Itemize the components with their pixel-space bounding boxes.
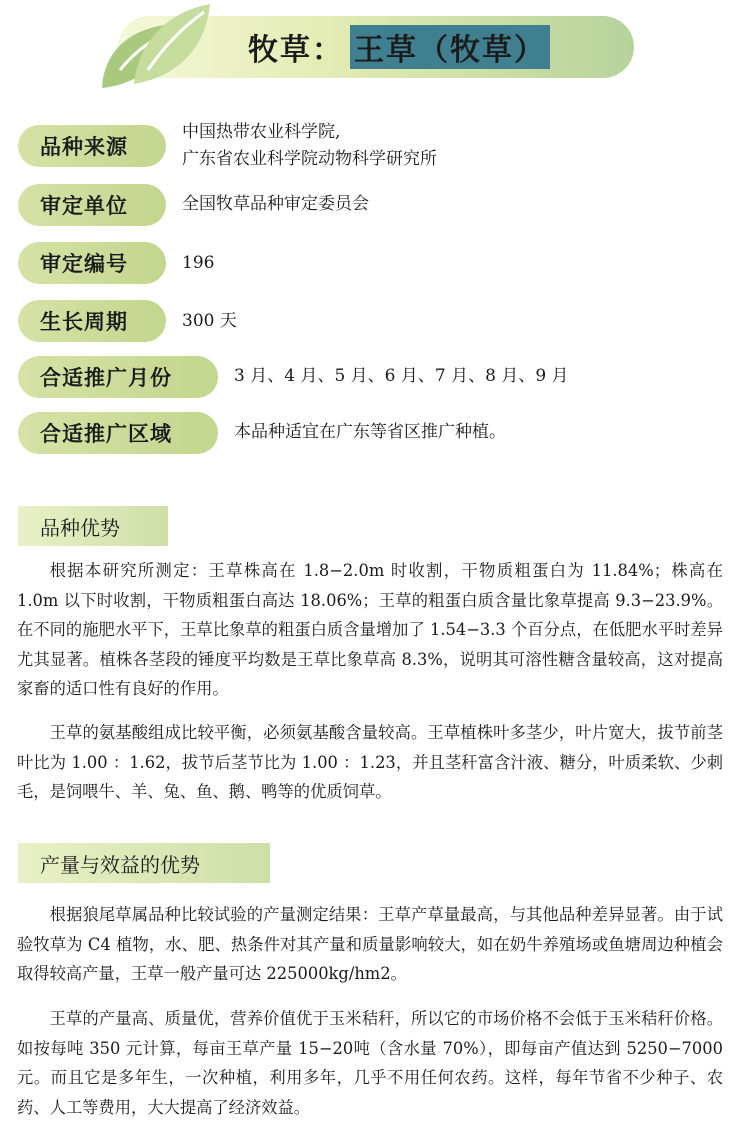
- page-title: [248, 24, 550, 70]
- info-value-line: 300 天: [182, 311, 237, 331]
- section-heading: 产量与效益的优势: [18, 843, 270, 883]
- paragraph: 王草的氨基酸组成比较平衡，必须氨基酸含量较高。王草植株叶多茎少，叶片宽大，拔节前茎叶比为 1.00 ：1.62，拔节后茎节比为 1.00 ：1.23，并且茎秆富含汁液、糖分，叶质柔软、少刺毛，是饲喂牛、羊、兔、鱼、鹅、鸭等的优质饲草。: [17, 723, 723, 801]
- info-value: [218, 363, 569, 390]
- info-value-line: 196: [182, 253, 215, 273]
- paragraph: 根据本研究所测定：王草株高在 1.8−2.0m 时收割，干物质粗蛋白为 11.84%；株高在 1.0m 以下时收割，干物质粗蛋白高达 18.06%；王草的粗蛋白质含量比象草提高 9.3−23.9%。在不同的施肥水平下，王草比象草的粗蛋白质含量增加了 1.54−3.3 个百分点，在低肥水平时差异尤其显著。植株各茎段的锤度平均数是王草比象草高 8.3%，说明其可溶性糖含量较高，这对提高家畜的适口性有良好的作用。: [17, 561, 723, 698]
- info-value-line: 全国牧草品种审定委员会: [182, 194, 369, 214]
- section-heading: 品种优势: [18, 506, 168, 546]
- info-label-pill: 生长周期: [18, 300, 166, 342]
- info-value-line: 3 月、4 月、5 月、6 月、7 月、8 月、9 月: [234, 366, 569, 386]
- info-row-months: [18, 356, 569, 398]
- info-row-region: [18, 412, 506, 454]
- info-label-pill: 审定编号: [18, 242, 166, 284]
- info-label-pill: 品种来源: [18, 125, 166, 167]
- info-value: [218, 419, 506, 446]
- title-prefix: 牧草：: [248, 33, 344, 68]
- paragraph: 根据狼尾草属品种比较试验的产量测定结果：王草产草量最高，与其他品种差异显著。由于试验牧草为 C4 植物，水、肥、热条件对其产量和质量影响较大，如在奶牛养殖场或鱼塘周边种植会取得较高产量，王草一般产量可达 225000kg/hm2。: [17, 905, 723, 983]
- paragraph: 王草的产量高、质量优，营养价值优于玉米秸秆，所以它的市场价格不会低于玉米秸秆价格。如按每吨 350 元计算，每亩王草产量 15−20吨（含水量 70%），即每亩产值达到 5250−7000 元。而且它是多年生，一次种植，利用多年，几乎不用任何农药。这样，每年节省不少种子、农药、人工等费用，大大提高了经济效益。: [17, 1009, 723, 1117]
- info-row-approval-unit: [18, 184, 369, 226]
- info-label-pill: 合适推广区域: [18, 412, 218, 454]
- info-value-line: 广东省农业科学院动物科学研究所: [182, 149, 437, 169]
- info-value-line: 本品种适宜在广东等省区推广种植。: [234, 422, 506, 442]
- leaf-logo-icon: [94, 0, 214, 92]
- info-value: [166, 119, 437, 173]
- info-row-source: [18, 122, 437, 173]
- info-row-approval-number: [18, 242, 214, 284]
- info-value: [166, 191, 369, 218]
- info-label-pill: 合适推广月份: [18, 356, 218, 398]
- info-value-line: 中国热带农业科学院,: [182, 122, 341, 142]
- info-label-pill: 审定单位: [18, 184, 166, 226]
- info-row-growth-period: [18, 300, 237, 342]
- info-value: [166, 250, 214, 277]
- info-value: [166, 308, 237, 335]
- title-highlight: 王草（牧草）: [350, 25, 550, 69]
